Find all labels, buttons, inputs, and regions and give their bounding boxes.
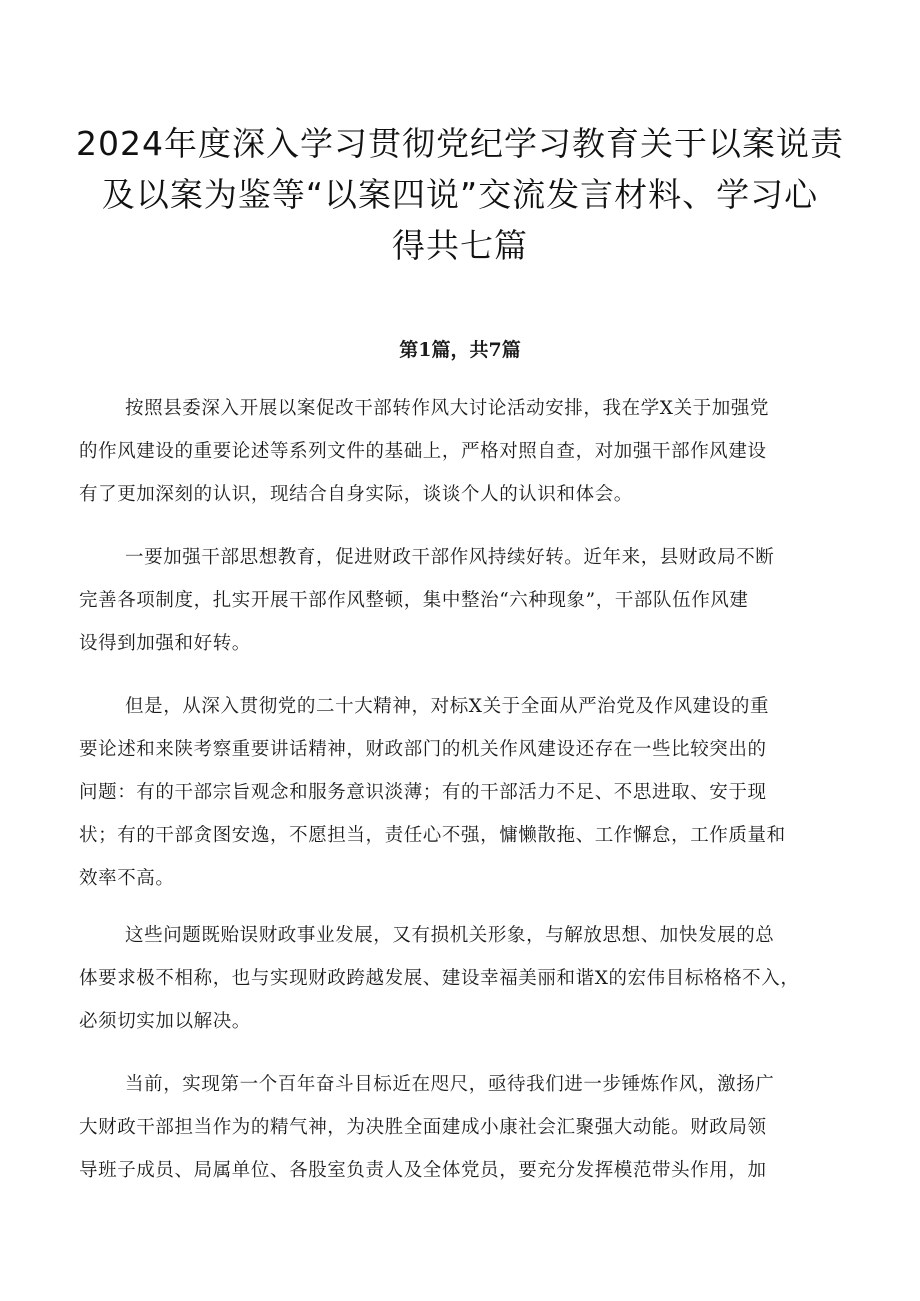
paragraph: [79, 914, 869, 1043]
paragraph-line: 必须切实加以解决。: [79, 1011, 251, 1032]
paragraph-line: 完善各项制度，扎实开展干部作风整顿，集中整治“六种现象”，干部队伍作风建: [79, 590, 749, 611]
paragraph-line: 问题：有的干部宗旨观念和服务意识淡薄；有的干部活力不足、不思进取、安于现: [79, 782, 767, 803]
document-title: [60, 118, 860, 271]
paragraph-line: 的作风建设的重要论述等系列文件的基础上，严格对照自查，对加强干部作风建设: [79, 441, 767, 462]
paragraph: [79, 387, 869, 516]
paragraph: [79, 536, 869, 665]
paragraph-line: 体要求极不相称，也与实现财政跨越发展、建设幸福美丽和谐X的宏伟目标格格不入，: [79, 968, 800, 989]
paragraph-line: 效率不高。: [79, 868, 175, 889]
paragraph-line: 有了更加深刻的认识，现结合自身实际，谈谈个人的认识和体会。: [79, 484, 633, 505]
paragraph-line: 状；有的干部贪图安逸，不愿担当，责任心不强，慵懒散拖、工作懈怠，工作质量和: [79, 825, 786, 846]
title-line: 2024年度深入学习贯彻党纪学习教育关于以案说责: [76, 124, 844, 163]
paragraph-line: 大财政干部担当作为的精气神，为决胜全面建成小康社会汇聚强大动能。财政局领: [79, 1117, 767, 1138]
paragraph-line: 这些问题既贻误财政事业发展，又有损机关形象，与解放思想、加快发展的总: [125, 925, 775, 946]
title-line: 得共七篇: [392, 226, 528, 265]
paragraph: [79, 1063, 869, 1192]
section-heading: 第1篇，共7篇: [399, 339, 521, 361]
paragraph-line: 当前，实现第一个百年奋斗目标近在咫尺，亟待我们进一步锤炼作风，激扬广: [125, 1074, 775, 1095]
paragraph-line: 按照县委深入开展以案促改干部转作风大讨论活动安排，我在学X关于加强党: [125, 398, 770, 419]
paragraph-line: 导班子成员、局属单位、各股室负责人及全体党员，要充分发挥模范带头作用，加: [79, 1160, 767, 1181]
paragraph: [79, 685, 869, 900]
paragraph-line: 设得到加强和好转。: [79, 633, 251, 654]
paragraph-line: 一要加强干部思想教育，促进财政干部作风持续好转。近年来，县财政局不断: [125, 547, 775, 568]
paragraph-line: 但是，从深入贯彻党的二十大精神，对标X关于全面从严治党及作风建设的重: [125, 696, 770, 717]
title-line: 及以案为鉴等“以案四说”交流发言材料、学习心: [101, 175, 819, 214]
paragraph-line: 要论述和来陕考察重要讲话精神，财政部门的机关作风建设还存在一些比较突出的: [79, 739, 767, 760]
